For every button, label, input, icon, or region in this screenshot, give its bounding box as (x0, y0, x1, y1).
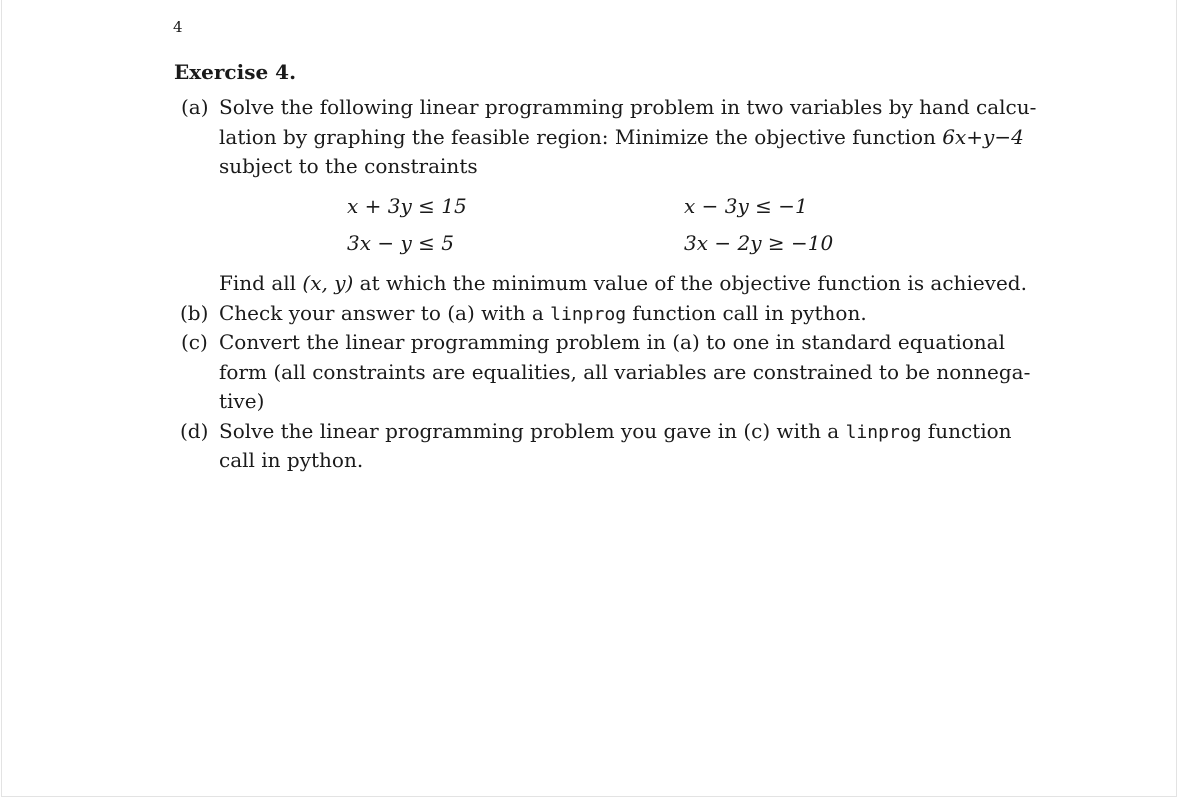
part-c-line-3: tive) (219, 389, 265, 413)
part-c-line-2-text: form (all constraints are equalities, all variables are constrained to be nonnega- (219, 360, 1031, 384)
exercise-title: Exercise 4. (174, 60, 297, 84)
constraint-2: x − 3y ≤ −1 (684, 194, 808, 218)
constraint-1: x + 3y ≤ 15 (347, 194, 467, 218)
part-a-label: (a) (181, 95, 209, 119)
part-a-line-2-text: lation by graphing the feasible region: Minimize the objective function (219, 125, 943, 149)
part-a-line-3: subject to the constraints (219, 154, 478, 178)
part-d-line-1-text (219, 419, 1012, 443)
part-a-line-2 (219, 125, 1024, 149)
part-d-line-2: call in python. (219, 448, 364, 472)
part-b-line (219, 301, 867, 325)
part-b-pre: Check your answer to (a) with a (219, 301, 551, 325)
part-a-line-4 (219, 271, 1027, 295)
part-d-label: (d) (180, 419, 209, 443)
linprog-code-b: linprog (550, 304, 627, 325)
part-d-line-1 (219, 419, 1012, 443)
objective-function: 6x+y−4 (942, 125, 1024, 149)
page-number: 4 (173, 18, 183, 36)
part-a-line-1 (219, 95, 1037, 119)
xy-pair: (x, y) (302, 271, 354, 295)
constraint-4: 3x − 2y ≥ −10 (684, 231, 834, 255)
part-c-line-2 (219, 360, 1031, 384)
part-d-pre: Solve the linear programming problem you gave in (c) with a (219, 419, 846, 443)
part-b-label: (b) (180, 301, 209, 325)
part-a-line-1-text: Solve the following linear programming problem in two variables by hand calcu- (219, 95, 1037, 119)
part-c-label: (c) (181, 330, 208, 354)
constraint-3: 3x − y ≤ 5 (347, 231, 454, 255)
part-a-line-4-pre: Find all (219, 271, 303, 295)
part-a-line-4-post: at which the minimum value of the objective function is achieved. (353, 271, 1027, 295)
part-c-line-1 (219, 330, 1005, 354)
linprog-code-d: linprog (845, 422, 922, 443)
page-frame (1, 0, 1177, 797)
part-d-post: function (921, 419, 1012, 443)
part-c-line-1-text: Convert the linear programming problem in (a) to one in standard equational (219, 330, 1005, 354)
part-b-post: function call in python. (626, 301, 867, 325)
